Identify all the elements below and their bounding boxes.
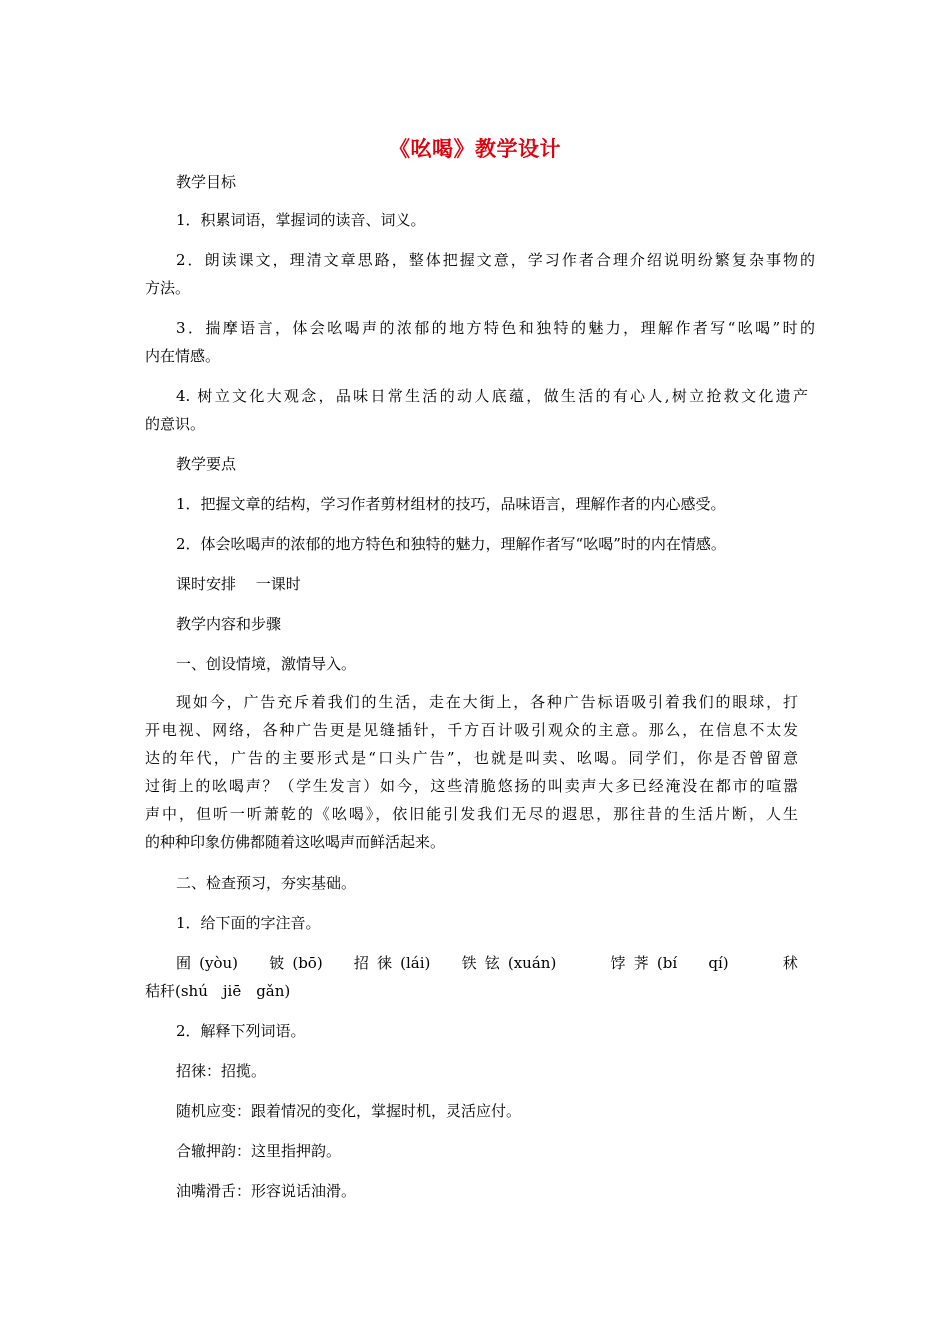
task-2-heading: 2．解释下列词语。 (176, 1022, 306, 1040)
goal-3-line-1: 3．揣摩语言，体会吆喝声的浓郁的地方特色和独特的魅力，理解作者写“吆喝”时的 (176, 319, 815, 337)
intro-paragraph-line-1: 现如今，广告充斥着我们的生活，走在大街上，各种广告标语吸引着我们的眼球，打 (176, 693, 798, 711)
step-2-heading: 二、检查预习，夯实基础。 (176, 874, 357, 892)
schedule-line: 课时安排 一课时 (176, 575, 301, 593)
definition-2: 随机应变：跟着情况的变化，掌握时机，灵活应付。 (176, 1102, 522, 1120)
intro-paragraph-line-6: 的种种印象仿佛都随着这吆喝声而鲜活起来。 (145, 833, 446, 851)
intro-paragraph-line-3: 达的年代，广告的主要形式是“口头广告”，也就是叫卖、吆喝。同学们，你是否曾留意 (145, 749, 798, 767)
point-2: 2．体会吆喝声的浓郁的地方特色和独特的魅力，理解作者写“吆喝”时的内在情感。 (176, 535, 726, 553)
section-heading-points: 教学要点 (176, 455, 237, 473)
goal-4-line-2: 的意识。 (145, 415, 206, 433)
goal-2-line-1: 2．朗读课文，理清文章思路，整体把握文意，学习作者合理介绍说明纷繁复杂事物的 (176, 251, 815, 269)
definition-3: 合辙押韵：这里指押韵。 (176, 1142, 342, 1160)
section-heading-content: 教学内容和步骤 (176, 615, 282, 633)
goal-2-line-2: 方法。 (145, 279, 191, 297)
step-1-heading: 一、创设情境，激情导入。 (176, 655, 357, 673)
point-1: 1．把握文章的结构，学习作者剪材组材的技巧，品味语言，理解作者的内心感受。 (176, 495, 726, 513)
intro-paragraph-line-2: 开电视、网络，各种广告更是见缝插针，千方百计吸引观众的主意。那么，在信息不太发 (145, 721, 798, 739)
document-title: 《吆喝》教学设计 (389, 136, 561, 161)
goal-1: 1．积累词语，掌握词的读音、词义。 (176, 211, 426, 229)
definition-4: 油嘴滑舌：形容说话油滑。 (176, 1182, 357, 1200)
goal-3-line-2: 内在情感。 (145, 347, 221, 365)
goal-4-line-1: 4. 树立文化大观念，品味日常生活的动人底蕴，做生活的有心人,树立抢救文化遗产 (176, 387, 808, 405)
section-heading-goals: 教学目标 (176, 173, 237, 191)
intro-paragraph-line-5: 声中，但听一听萧乾的《吆喝》，依旧能引发我们无尽的遐思，那往昔的生活片断，人生 (145, 805, 798, 823)
task-1-heading: 1．给下面的字注音。 (176, 914, 321, 932)
intro-paragraph-line-4: 过街上的吆喝声？（学生发言）如今，这些清脆悠扬的叫卖声大多已经淹没在都市的喧嚣 (145, 777, 798, 795)
definition-1: 招徕：招揽。 (176, 1062, 267, 1080)
pinyin-line-2: 秸秆(shú jiē gǎn) (145, 982, 291, 1000)
pinyin-line-1: 囿(yòu) 铍(bō) 招徕(lái) 铁铉(xuán) 饽荠(bí qí) 秫 (176, 954, 798, 972)
